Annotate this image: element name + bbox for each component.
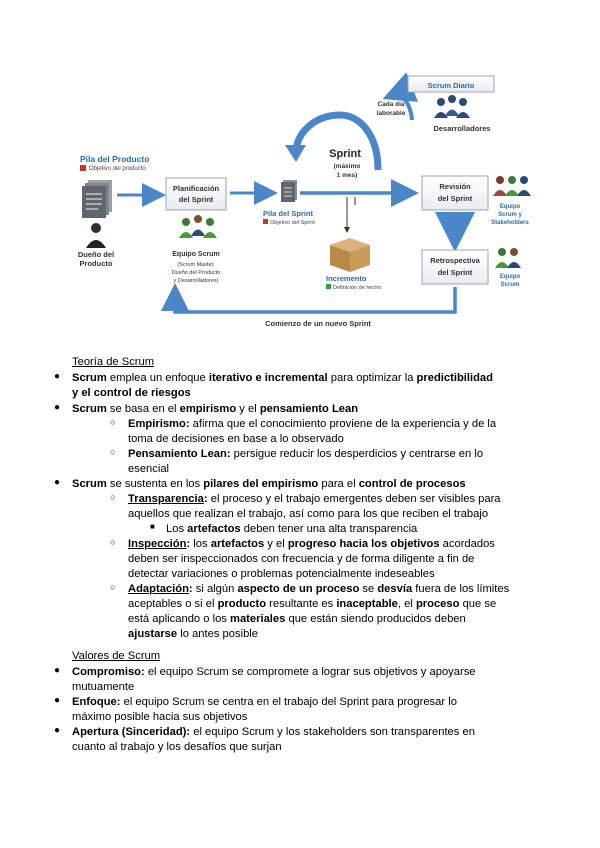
sprint-cycle-arrowhead <box>285 145 306 162</box>
bullet-icon: ● <box>54 402 61 413</box>
sprint-planning-box <box>166 178 226 210</box>
sprint-planning-label-2: del Sprint <box>178 195 214 204</box>
daily-scrum-label: Scrum Diario <box>427 81 475 90</box>
daily-label-1: Cada día <box>377 101 405 108</box>
teoria-title: Teoría de Scrum <box>72 356 155 368</box>
sprint-planning-label: Planificación <box>172 184 220 193</box>
sprint-review-label-2: del Sprint <box>437 194 473 203</box>
scrum-team-label: Equipo Scrum <box>172 251 220 258</box>
scrum-process-diagram <box>0 0 600 345</box>
stakeholders-label-2: Scrum y <box>498 212 522 218</box>
sprint-goal-icon <box>263 219 268 224</box>
product-owner-person-icon <box>86 223 106 248</box>
definition-done-icon <box>326 284 331 289</box>
stakeholders-label-3: Stakeholders <box>491 220 529 226</box>
increment-label: Incremento <box>326 274 367 283</box>
sprint-review-label: Revisión <box>439 182 471 191</box>
sprint-retro-label: Retrospectiva <box>430 256 480 265</box>
bullet-icon: ● <box>54 371 61 382</box>
scrum-team-people-icon <box>179 215 217 238</box>
valores-title: Valores de Scrum <box>72 650 161 662</box>
scrum-team-retro-label-1: Equipo <box>499 274 521 280</box>
scrum-team-sub3: y Desarrolladores) <box>173 278 219 284</box>
bullet-icon: ● <box>54 695 61 706</box>
sprint-backlog-title: Pila del Sprint <box>263 209 314 218</box>
product-owner-label: Dueño del <box>77 250 115 259</box>
sprint-backlog-document-icon <box>281 180 297 202</box>
product-backlog-title: Pila del Producto <box>80 154 150 164</box>
bullet-icon: ○ <box>110 417 116 427</box>
product-owner-label-2: Producto <box>79 259 113 268</box>
daily-label-2: laborable <box>376 110 406 117</box>
bullet-icon: ○ <box>110 447 116 457</box>
bullet-icon: ○ <box>110 537 116 547</box>
bullet-icon: ● <box>54 477 61 488</box>
goal-icon <box>80 165 86 171</box>
developers-people-icon <box>434 95 470 118</box>
stakeholders-label-1: Equipo <box>499 204 521 210</box>
bullet-icon: ● <box>54 725 61 736</box>
bullet-icon: ○ <box>110 582 116 592</box>
definition-done-label: Definición de hecho <box>333 285 382 291</box>
sprint-cycle-arrow <box>296 115 378 170</box>
scrum-team-sub2: Dueño del Producto <box>171 270 221 276</box>
sprint-goal-label: Objetivo del Sprint <box>270 220 315 226</box>
scrum-team-sub1: (Scrum Master, <box>177 262 215 268</box>
sprint-label: Sprint <box>329 148 361 160</box>
developers-label: Desarrolladores <box>433 124 491 133</box>
scrum-team-retro-label-2: Scrum <box>500 282 520 288</box>
product-goal-label: Objetivo del producto <box>89 166 146 172</box>
document-stack-icon <box>82 180 112 218</box>
new-sprint-return-arrow <box>175 287 455 312</box>
stakeholders-people-icon <box>493 176 531 196</box>
sprint-retro-label-2: del Sprint <box>437 268 473 277</box>
bullet-icon: ● <box>54 665 61 676</box>
bullet-icon: ■ <box>150 522 155 531</box>
sprint-duration-2: 1 mes) <box>336 172 358 179</box>
bullet-icon: ○ <box>110 492 116 502</box>
scrum-team-retro-icon <box>495 248 521 268</box>
sprint-duration-1: (máximo <box>333 163 361 170</box>
increment-box-icon <box>330 238 370 272</box>
new-sprint-label: Comienzo de un nuevo Sprint <box>265 319 371 328</box>
